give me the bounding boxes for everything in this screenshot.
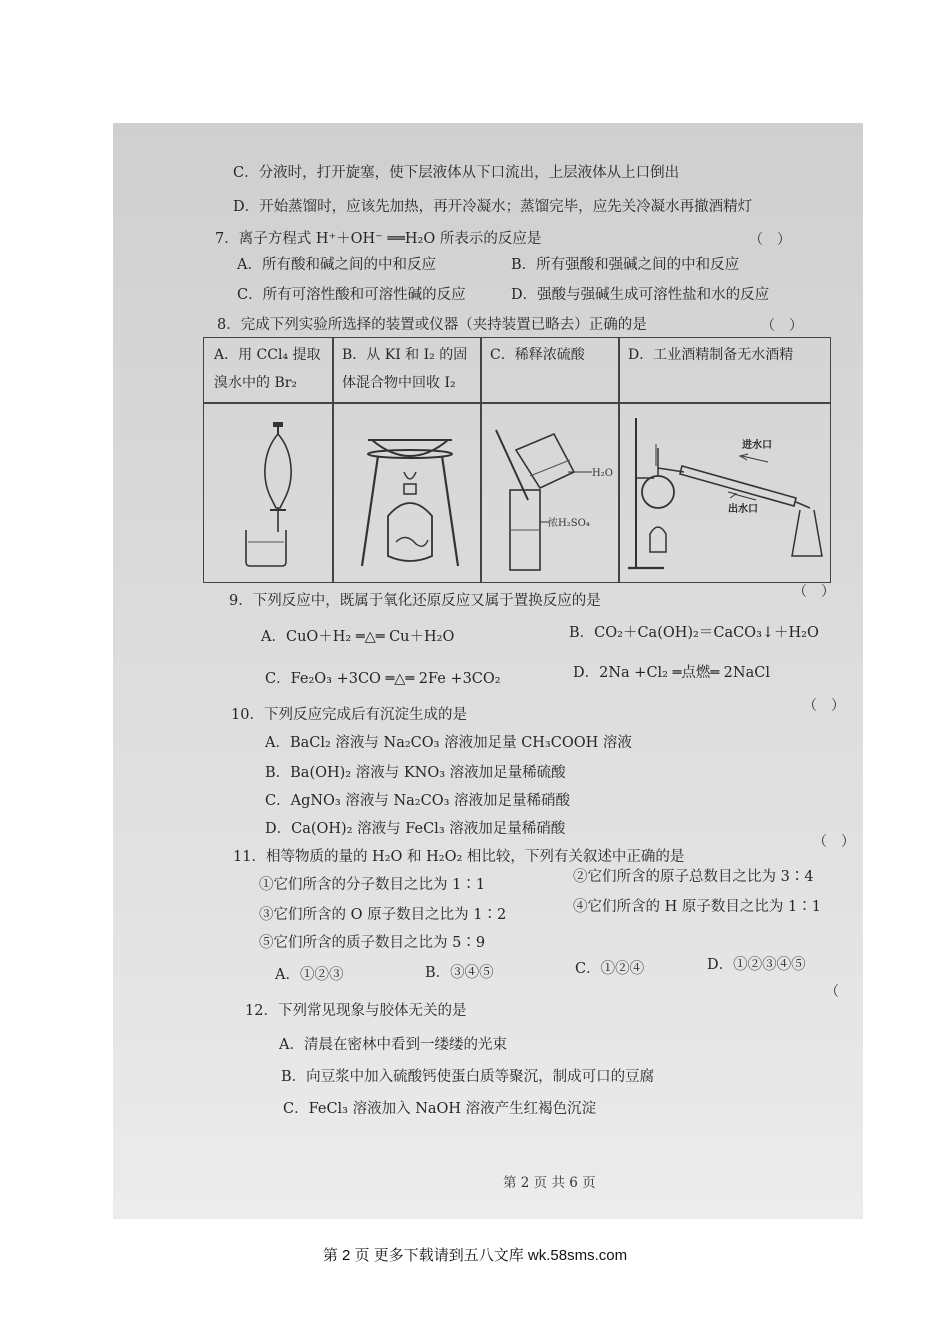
q11-stem: 11．相等物质的量的 H₂O 和 H₂O₂ 相比较，下列有关叙述中正确的是: [233, 849, 685, 865]
q9-stem: 9．下列反应中，既属于氧化还原反应又属于置换反应的是: [229, 593, 601, 609]
q11-statement-1: ①它们所含的分子数目之比为 1∶1: [259, 877, 486, 893]
q11-statement-4: ④它们所含的 H 原子数目之比为 1∶1: [573, 899, 821, 915]
q9-option-a: A．CuO＋H₂ ═△═ Cu＋H₂O: [261, 629, 455, 645]
q11-statement-5: ⑤它们所含的质子数目之比为 5∶9: [259, 935, 486, 951]
q12-option-c: C．FeCl₃ 溶液加入 NaOH 溶液产生红褐色沉淀: [283, 1101, 597, 1117]
q12-option-a: A．清晨在密林中看到一缕缕的光束: [279, 1037, 507, 1053]
q12-stem: 12．下列常见现象与胶体无关的是: [245, 1003, 467, 1019]
q8-cell-c-line1: C．稀释浓硫酸: [490, 347, 585, 363]
q11-statement-3: ③它们所含的 O 原子数目之比为 1∶2: [259, 907, 507, 923]
q8-answer-paren: （ ）: [761, 318, 803, 334]
q10-option-d: D．Ca(OH)₂ 溶液与 FeCl₃ 溶液加足量稀硝酸: [265, 821, 566, 837]
q7-option-a: A．所有酸和碱之间的中和反应: [237, 257, 436, 273]
q7-answer-paren: （ ）: [749, 232, 791, 248]
q7-option-d: D．强酸与强碱生成可溶性盐和水的反应: [511, 287, 770, 303]
q10-option-b: B．Ba(OH)₂ 溶液与 KNO₃ 溶液加足量稀硫酸: [265, 765, 566, 781]
distillation-apparatus-diagram: [624, 408, 828, 578]
q8-apparatus-table: [203, 337, 831, 583]
label-water-inlet: 进水口: [742, 440, 772, 451]
q10-option-c: C．AgNO₃ 溶液与 Na₂CO₃ 溶液加足量稀硝酸: [265, 793, 571, 809]
label-h2o: H₂O: [592, 468, 613, 479]
q9-answer-paren: （ ）: [793, 584, 835, 600]
q11-option-c: C．①②④: [575, 961, 645, 977]
q8-cell-a-line1: A．用 CCl₄ 提取: [214, 347, 321, 363]
q6-option-c: C．分液时，打开旋塞，使下层液体从下口流出，上层液体从上口倒出: [233, 165, 680, 181]
q11-option-a: A．①②③: [275, 967, 344, 983]
q10-answer-paren: （ ）: [803, 698, 845, 714]
q11-statement-2: ②它们所含的原子总数目之比为 3∶4: [573, 869, 814, 885]
q8-stem: 8．完成下列实验所选择的装置或仪器（夹持装置已略去）正确的是: [217, 317, 647, 333]
q10-option-a: A．BaCl₂ 溶液与 Na₂CO₃ 溶液加足量 CH₃COOH 溶液: [265, 735, 632, 751]
q8-cell-a-line2: 溴水中的 Br₂: [214, 375, 298, 391]
acid-dilution-diagram: [488, 410, 618, 576]
q8-cell-d-line1: D．工业酒精制备无水酒精: [628, 347, 794, 363]
q11-answer-paren: （ ）: [813, 834, 855, 850]
label-water-outlet: 出水口: [728, 504, 758, 515]
q8-cell-b-line2: 体混合物中回收 I₂: [342, 375, 456, 391]
page-number-footer: 第 2 页 共 6 页: [503, 1175, 596, 1191]
label-h2so4: 浓H₂SO₄: [548, 518, 590, 529]
q6-option-d: D．开始蒸馏时，应该先加热，再开冷凝水；蒸馏完毕，应先关冷凝水再撤酒精灯: [233, 199, 753, 215]
q9-option-d: D．2Na +Cl₂ ═点燃═ 2NaCl: [573, 665, 770, 681]
q9-option-c: C．Fe₂O₃ +3CO ═△═ 2Fe +3CO₂: [265, 671, 501, 687]
q7-option-c: C．所有可溶性酸和可溶性碱的反应: [237, 287, 466, 303]
source-note: 第 2 页 更多下载请到五八文库 wk.58sms.com: [322, 1247, 628, 1264]
q10-stem: 10．下列反应完成后有沉淀生成的是: [231, 707, 467, 723]
q11-option-b: B．③④⑤: [425, 965, 494, 981]
exam-photo: [113, 123, 863, 1219]
q12-option-b: B．向豆浆中加入硫酸钙使蛋白质等聚沉，制成可口的豆腐: [281, 1069, 655, 1085]
q9-option-b: B．CO₂＋Ca(OH)₂＝CaCO₃↓＋H₂O: [569, 625, 819, 641]
q7-option-b: B．所有强酸和强碱之间的中和反应: [511, 257, 740, 273]
separatory-funnel-diagram: [224, 420, 320, 568]
evaporation-setup-diagram: [344, 420, 474, 570]
q11-option-d: D．①②③④⑤: [707, 957, 806, 973]
q8-cell-b-line1: B．从 KI 和 I₂ 的固: [342, 347, 468, 363]
q12-answer-paren: （: [825, 984, 839, 1000]
q7-stem: 7．离子方程式 H⁺＋OH⁻ ══H₂O 所表示的反应是: [215, 231, 542, 247]
